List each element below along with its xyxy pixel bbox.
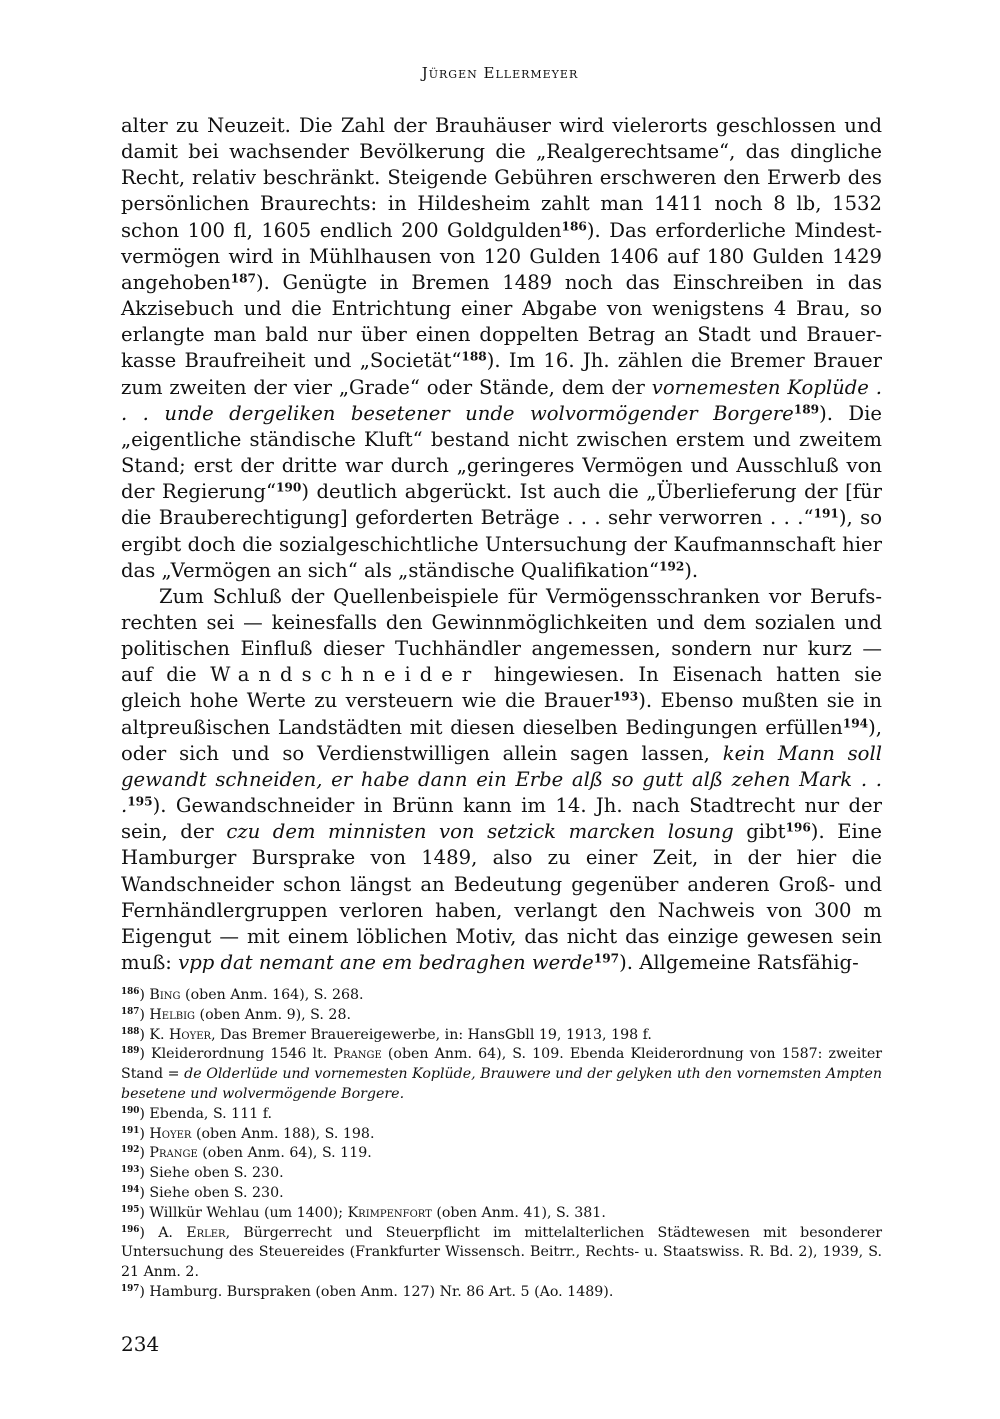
footnote-ref-189[interactable]: 189 (793, 402, 820, 417)
quotation: kein Mann soll gewandt schneiden, er habe dann ein Erbe alß so gutt alß zehen Mark . . . (121, 741, 882, 818)
quotation: vpp dat nemant ane em bedraghen werde (178, 951, 594, 974)
footnote-189: $^{189}$) Kleiderordnung 1546 lt. Prange (oben Anm. 64), S. 109. Ebenda Kleiderordnung von 1587: zweiter Stand = de Olderlüde und vornemesten Koplüde, Brauwere und der gelyken uth den vornemsten Ampten besetene und wolvermögende Borgere. (121, 1046, 882, 1102)
footnote-ref-196[interactable]: 196 (785, 820, 811, 835)
footnote-191: $^{191}$) Hoyer (oben Anm. 188), S. 198. (121, 1125, 375, 1142)
footnote-196: $^{196}$) A. Erler, Bürgerrecht und Steuerpflicht im mittelalterlichen Städtewesen mit besonderer Untersuchung des Steuereides (Frankfurter Wissensch. Beitrr., Rechts- u. Staatswiss. R. Bd. 2), 1939, S. 21 Anm. 2. (121, 1224, 883, 1281)
paragraph-1: alter zu Neuzeit. Die Zahl der Brauhäuser wird vielerorts geschlossen und damit bei wachsender Bevölkerung die „Realgerechtsame“, das dingliche Recht, relativ beschränkt. Steigende Gebühren erschweren den Erwerb des persönlichen Braurechts: in Hildesheim zahlt man 1411 noch 8 lb, 1532 schon 100 fl, 1605 endlich 200 Goldgulden$^{186}$). Das erforderliche Mindestvermögen wird in Mühlhausen von 120 Gulden 1406 auf 180 Gulden 1429 angehoben$^{187}$). Genügte in Bremen 1489 noch das Einschreiben in das Akzisebuch und die Entrichtung einer Abgabe von wenigstens 4 Brau, so erlangte man bald nur über einen doppelten Betrag an Stadt und Brauerkasse Braufreiheit und „Societät“$^{188}$). Im 16. Jh. zählen die Bremer Brauer zum zweiten der vier „Grade“ oder Stände, dem der vornemesten Koplüde . . . unde dergeliken besetener unde wolvormögender Borgere$^{189}$). Die „eigentliche ständische Kluft“ bestand nicht zwischen erstem und zweitem Stand; erst der dritte war durch „geringeres Vermögen und Ausschluß von der Regierung“$^{190}$) deutlich abgerückt. Ist auch die „Überlieferung der [für die Brauberechtigung] geforderten Beträge . . . sehr verworren . . .“$^{191}$), so ergibt doch die sozialgeschichtliche Untersuchung der Kaufmannschaft hier das „Vermögen an sich“ als „ständische Qualifikation“$^{192}$). (121, 114, 883, 582)
paragraph-2: Zum Schluß der Quellenbeispiele für Vermögensschranken vor Berufsrechten sei — keinesfalls den Gewinnmöglichkeiten und dem sozialen und politischen Einfluß dieser Tuchhändler angemessen, sondern nur kurz — auf die Wandschneider hingewiesen. In Eisenach hatten sie gleich hohe Werte zu versteuern wie die Brauer$^{193}$). Ebenso mußten sie in altpreußischen Landstädten mit diesen dieselben Bedingungen erfüllen$^{194}$), oder sich und so Verdienstwilligen allein sagen lassen, kein Mann soll gewandt schneiden, er habe dann ein Erbe alß so gutt alß zehen Mark . . .$^{195}$). Gewandschneider in Brünn kann im 14. Jh. nach Stadtrecht nur der sein, der czu dem minnisten von setzick marcken losung gibt$^{196}$). Eine Hamburger Bursprake von 1489, also zu einer Zeit, in der hier die Wandschneider schon längst an Bedeutung gegenüber anderen Groß- und Fernhändlergruppen verloren haben, verlangt den Nachweis von 300 m Eigengut — mit einem löblichen Motiv, das nicht das einzige gewesen sein muß: vpp dat nemant ane em bedraghen werde$^{197}$). Allgemeine Ratsfähig- (121, 584, 882, 974)
footnote-187: $^{187}$) Helbig (oben Anm. 9), S. 28. (121, 1006, 351, 1023)
footnote-190: $^{190}$) Ebenda, S. 111 f. (121, 1105, 273, 1122)
footnote-194: $^{194}$) Siehe oben S. 230. (121, 1184, 284, 1201)
page-number: 234 (121, 1332, 160, 1356)
footnote-195: $^{195}$) Willkür Wehlau (um 1400); Krimpenfort (oben Anm. 41), S. 381. (121, 1204, 606, 1221)
quotation: czu dem minnisten von setzick marcken losung (226, 820, 734, 844)
footnote-ref-194[interactable]: 194 (842, 715, 869, 730)
footnote-188: $^{188}$) K. Hoyer, Das Bremer Brauereigewerbe, in: HansGbll 19, 1913, 198 f. (121, 1026, 652, 1043)
footnotes (121, 986, 882, 1303)
quotation: vornemesten Koplüde . . . unde dergeliken besetener unde wolvormögender Borgere (121, 375, 882, 425)
footnote-ref-195[interactable]: 195 (127, 794, 153, 809)
footnote-186: $^{186}$) Bing (oben Anm. 164), S. 268. (121, 987, 364, 1003)
footnote-ref-197[interactable]: 197 (593, 951, 620, 966)
main-text (121, 113, 882, 976)
footnote-ref-191[interactable]: 191 (813, 506, 839, 521)
footnote-ref-188[interactable]: 188 (461, 349, 487, 364)
footnote-ref-187[interactable]: 187 (230, 271, 256, 286)
footnote-197: $^{197}$) Hamburg. Burspraken (oben Anm. 127) Nr. 86 Art. 5 (Ao. 1489). (121, 1283, 614, 1300)
spaced-term: Wandschneider (210, 663, 481, 687)
footnote-ref-190[interactable]: 190 (275, 480, 302, 495)
footnote-ref-193[interactable]: 193 (612, 689, 639, 704)
footnote-192: $^{192}$) Prange (oben Anm. 64), S. 119. (121, 1145, 372, 1162)
running-header: Jürgen Ellermeyer (421, 64, 579, 82)
footnote-ref-186[interactable]: 186 (561, 218, 587, 233)
footnote-193: $^{193}$) Siehe oben S. 230. (121, 1165, 284, 1182)
footnote-ref-192[interactable]: 192 (658, 558, 685, 573)
